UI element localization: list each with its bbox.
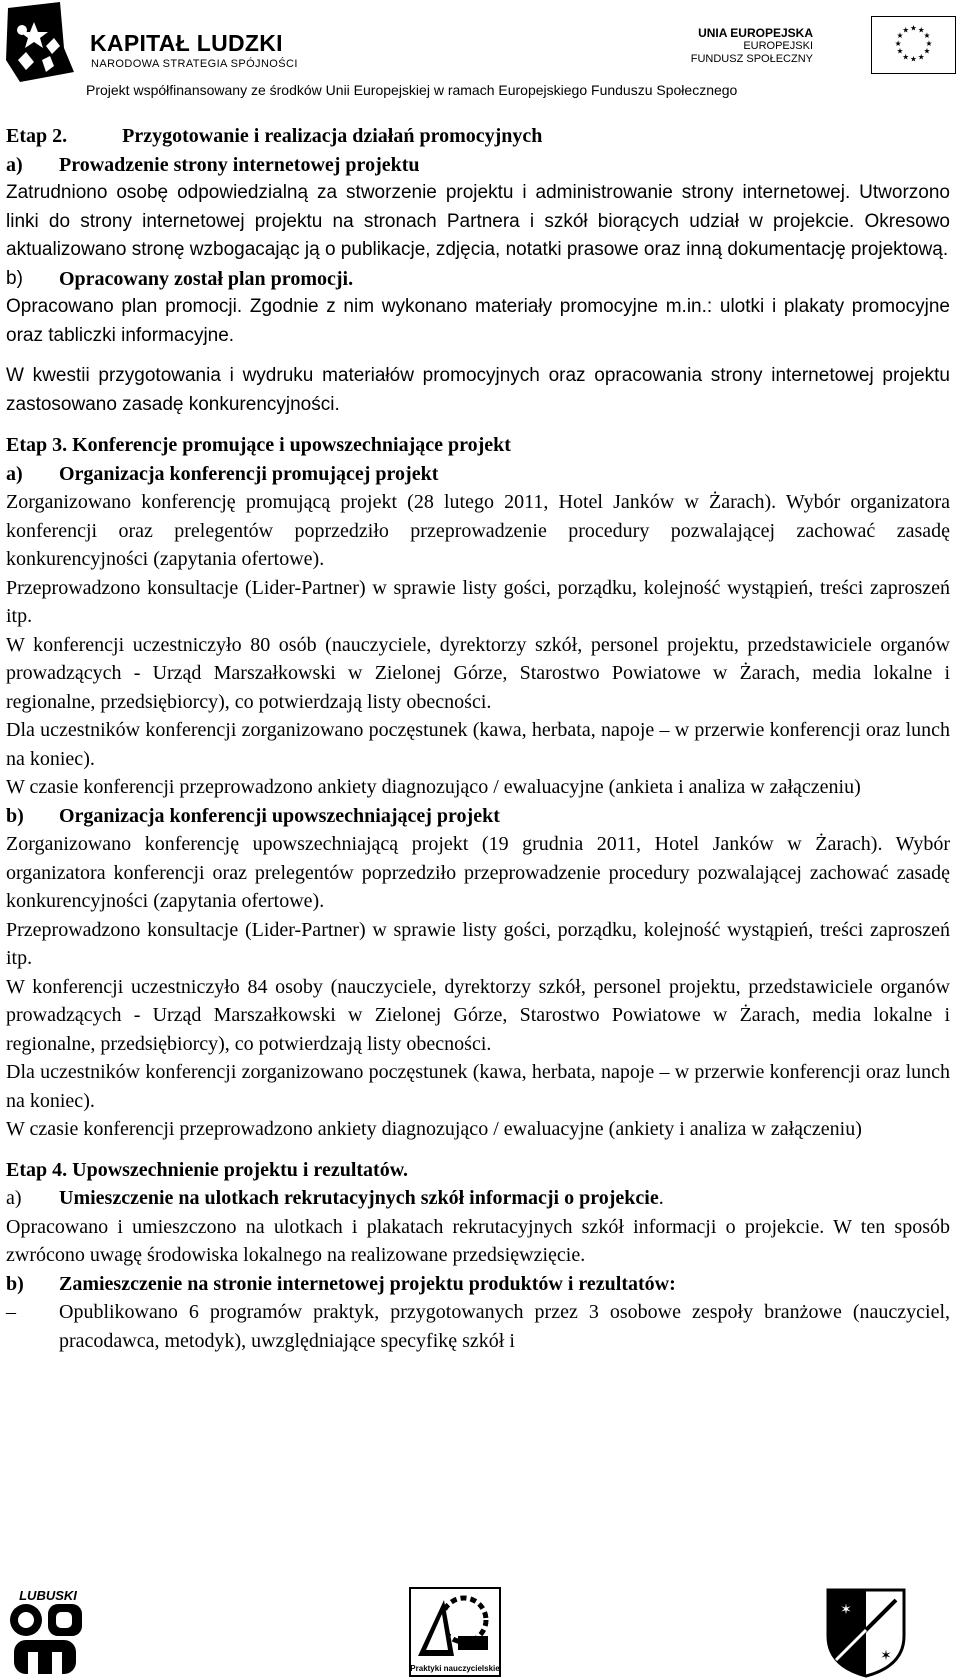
etap3-label: Etap 3. [6,434,68,456]
etap3-b-heading [6,802,950,831]
etap2-a-paragraph: Zatrudniono osobę odpowiedzialną za stworzenie projektu i administrowanie strony internetowej. Utworzono linki do strony internetowej projektu na stronach Partnera i szkół biorących udział w projekcie. Okresowo aktualizowano stronę wzbogacając ją o publikacje, zdjęcia, notatki prasowe oraz inną dokumentację projektową. [6,182,950,260]
etap2-a-marker: a) [6,153,23,176]
etap4-title: Upowszechnienie projektu i rezultatów. [72,1158,409,1181]
spacer [6,350,950,362]
etap2-title: Przygotowanie i realizacja działań promocyjnych [122,125,543,147]
etap4-label: Etap 4. [6,1158,68,1181]
praktyki-logo-text: Praktyki nauczycielskie [410,1664,500,1673]
eu-label [691,27,813,66]
etap4-a-paragraph: Opracowano i umieszczono na ulotkach i plakatach rekrutacyjnych szkół informacji o projekcie. W ten sposób zwrócono uwagę środowiska lokalnego na realizowane przedsięwzięcie. [6,1215,950,1266]
etap2-b-title: Opracowany został plan promocji. [59,267,354,290]
etap2-b-heading [6,265,950,294]
etap4-b-heading [6,1270,950,1299]
svg-text:✶: ✶ [880,1648,892,1664]
svg-text:★: ★ [896,31,904,41]
etap4-b-list-item [6,1298,950,1355]
eu-flag-icon [871,16,956,74]
etap3-a-marker: a) [6,462,23,485]
etap4-a-title: Umieszczenie na ulotkach rekrutacyjnych szkół informacji o projekcie [59,1187,659,1209]
etap3-a-paragraph-4: Dla uczestników konferencji zorganizowano poczęstunek (kawa, herbata, napoje – w przerwie konferencji oraz lunch na koniec). [6,719,950,770]
program-title: KAPITAŁ LUDZKI [90,30,283,56]
page-footer [0,1586,960,1679]
etap3-b-paragraph-3: W konferencji uczestniczyło 84 osoby (nauczyciele, dyrektorzy szkół, personel projektu, przedstawiciele organów prowadzących - Urząd Marszałkowski w Zielonej Górze, Starostwo Powiatowe w Żarach, media lokalne i regionalne, przedsiębiorcy), co potwierdzają listy obecności. [6,975,950,1055]
etap4-a-heading [6,1184,950,1213]
spacer [6,419,950,431]
svg-text:★: ★ [896,46,904,56]
etap4-b-marker: b) [6,1272,24,1295]
etap2-a-title: Prowadzenie strony internetowej projektu [59,153,420,176]
etap3-title: Konferencje promujące i upowszechniające projekt [72,434,511,456]
etap2-b-paragraph: Opracowano plan promocji. Zgodnie z nim wykonano materiały promocyjne m.in.: ulotki i plakaty promocyjne oraz tabliczki informacyjne. [6,296,950,346]
etap3-a-paragraph-5: W czasie konferencji przeprowadzono ankiety diagnozująco / ewaluacyjne (ankieta i analiza w załączeniu) [6,776,861,798]
etap3-b-paragraph-2: Przeprowadzono konsultacje (Lider-Partner) w sprawie listy gości, porządku, kolejność wystąpień, treści zaproszeń itp. [6,918,950,969]
etap4-a-title-end: . [658,1187,664,1209]
etap2-a-heading [6,151,950,180]
etap3-b-title: Organizacja konferencji upowszechniającej projekt [59,804,500,827]
svg-text:★: ★ [923,46,931,56]
eu-label-line3: FUNDUSZ SPOŁECZNY [690,53,813,65]
etap3-b-paragraph-1: Zorganizowano konferencję upowszechniającą projekt (19 grudnia 2011, Hotel Janków w Żarach). Wybór organizatora konferencji oraz prelegentów poprzedziło przeprowadzenie procedury pozwalającej zachować zasadę konkurencyjności (zapytania ofertowe). [6,833,950,912]
etap3-a-heading [6,460,950,489]
svg-text:★: ★ [902,52,910,62]
kapital-ludzki-logo-icon [4,2,88,84]
etap4-heading [6,1156,950,1185]
etap3-b-marker: b) [6,804,24,827]
etap2-b-marker: b) [6,267,23,289]
etap2-heading [6,122,950,151]
document-body [6,122,950,1355]
etap2-label: Etap 2. [6,125,68,147]
etap2-closing-paragraph: W kwestii przygotowania i wydruku materiałów promocyjnych oraz opracowania strony internetowej projektu zastosowano zasadę konkurencyjności. [6,365,950,415]
svg-text:★: ★ [923,31,931,41]
etap3-a-paragraph-1: Zorganizowano konferencję promującą projekt (28 lutego 2011, Hotel Janków w Żarach). Wybór organizatora konferencji oraz prelegentów poprzedziło przeprowadzenie procedury pozwalającej zachować zasadę konkurencyjności (zapytania ofertowe). [6,491,950,570]
cofinancing-note: Projekt współfinansowany ze środków Unii Europejskiej w ramach Europejskiego Funduszu Społecznego [86,82,738,98]
lubuskie-logo-icon [4,1588,92,1676]
etap4-b-list-item-text: Opublikowano 6 programów praktyk, przygotowanych przez 3 osobowe zespoły branżowe (nauczyciel, pracodawca, metodyk), uwzględniające specyfikę szkół i [59,1301,950,1352]
etap3-a-title: Organizacja konferencji promującej projekt [59,462,439,485]
spacer [6,1144,950,1156]
etap3-b-paragraph-5: W czasie konferencji przeprowadzono ankiety diagnozująco / ewaluacyjne (ankiety i analiza w załączeniu) [6,1118,862,1140]
svg-text:★: ★ [910,54,917,64]
etap3-a-paragraph-2: Przeprowadzono konsultacje (Lider-Partner) w sprawie listy gości, porządku, kolejność wystąpień, treści zaproszeń itp. [6,576,950,627]
svg-text:★: ★ [894,38,902,48]
etap3-b-paragraph-4: Dla uczestników konferencji zorganizowano poczęstunek (kawa, herbata, napoje – w przerwie konferencji oraz lunch na koniec). [6,1061,950,1112]
etap3-a-paragraph-3: W konferencji uczestniczyło 80 osób (nauczyciele, dyrektorzy szkół, personel projektu, przedstawiciele organów prowadzących - Urząd Marszałkowski w Zielonej Górze, Starostwo Powiatowe w Żarach, media lokalne i regionalne, przedsiębiorcy), co potwierdzają listy obecności. [6,633,950,713]
praktyki-nauczycielskie-logo-icon [408,1586,502,1678]
dash-bullet: – [6,1301,16,1323]
lubuskie-logo-text: LUBUSKI [19,1588,77,1603]
program-subtitle: NARODOWA STRATEGIA SPÓJNOŚCI [91,58,298,70]
coat-of-arms-icon [822,1586,910,1678]
etap3-heading [6,431,950,460]
svg-text:★: ★ [925,38,933,48]
etap4-b-title: Zamieszczenie na stronie internetowej projektu produktów i rezultatów: [59,1272,676,1295]
svg-text:★: ★ [917,52,925,62]
eu-label-line1: UNIA EUROPEJSKA [698,26,813,40]
svg-text:✶: ✶ [840,1602,852,1618]
eu-label-line2: EUROPEJSKI [743,40,813,52]
svg-text:★: ★ [910,23,917,33]
svg-text:★: ★ [917,25,925,35]
page-header [0,0,960,118]
svg-text:★: ★ [902,25,910,35]
etap4-a-marker: a) [6,1187,22,1209]
